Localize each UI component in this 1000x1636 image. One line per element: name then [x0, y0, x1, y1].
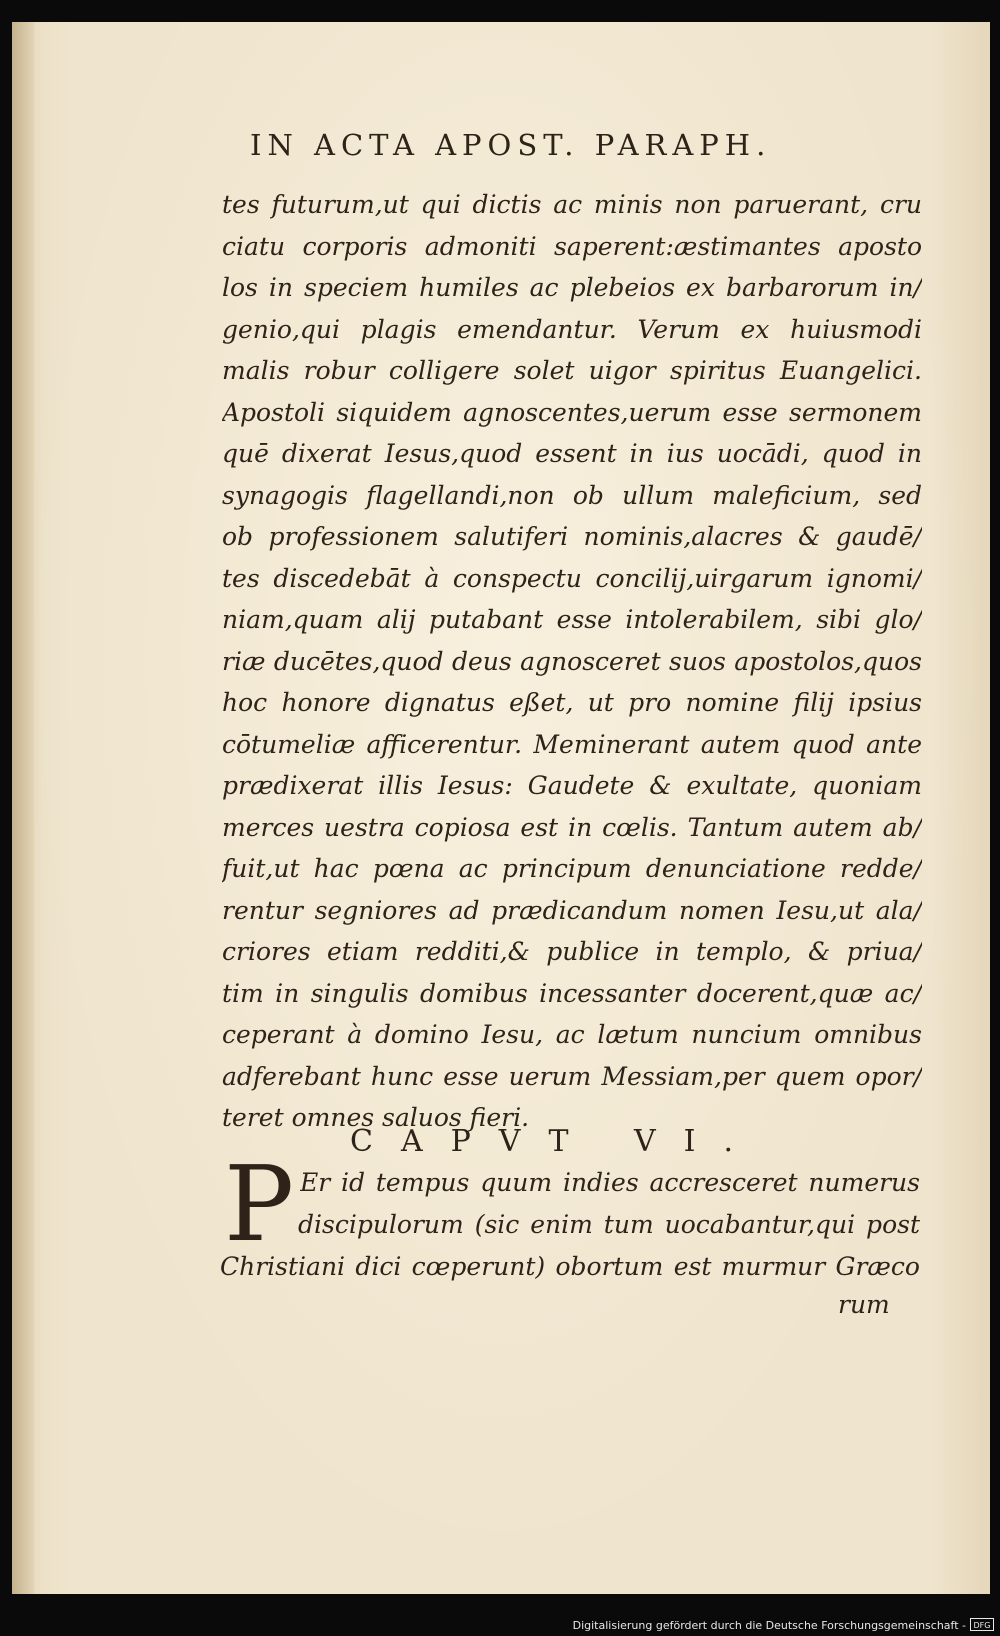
catchword: rum — [838, 1290, 890, 1319]
text-line: niam,quam alij putabant esse intolerabilem, sibi glo/ — [222, 605, 922, 634]
text-line: genio,qui plagis emendantur. Verum ex huiusmodi — [222, 314, 922, 344]
drop-cap-initial: P — [224, 1143, 294, 1265]
text-line: criores etiam redditi,& publice in templo, & priua/ — [222, 937, 922, 966]
chapter-text-line: Christiani dici cœperunt) obortum est murmur Græco — [220, 1252, 920, 1281]
footer-credit: Digitalisierung gefördert durch die Deutsche Forschungsgemeinschaft - — [572, 1619, 966, 1632]
page-gutter — [12, 22, 34, 1594]
dfg-logo: DFG — [970, 1618, 994, 1631]
text-line: ob professionem salutiferi nominis,alacres & gaudē/ — [222, 522, 922, 551]
text-line: tim in singulis domibus incessanter docerent,quæ ac/ — [222, 978, 922, 1008]
text-line: quē dixerat Iesus,quod essent in ius uocādi, quod in — [222, 439, 922, 468]
text-line: malis robur colligere solet uigor spiritus Euangelici. — [222, 356, 922, 385]
chapter-text — [0, 1162, 920, 1288]
chapter-heading: CAPVT VI. — [350, 1124, 762, 1159]
text-line: rentur segniores ad prædicandum nomen Iesu,ut ala/ — [222, 895, 922, 925]
running-head: IN ACTA APOST. PARAPH. — [250, 128, 772, 162]
text-line: los in speciem humiles ac plebeios ex barbarorum in/ — [222, 273, 922, 302]
text-line: teret omnes saluos fieri. — [222, 1103, 530, 1132]
text-line: adferebant hunc esse uerum Messiam,per quem opor/ — [222, 1061, 922, 1091]
body-text — [222, 184, 942, 1139]
text-line: tes futurum,ut qui dictis ac minis non paruerant, cru — [222, 190, 922, 219]
text-line: Apostoli siquidem agnoscentes,uerum esse sermonem — [222, 397, 922, 427]
text-line: ceperant à domino Iesu, ac lætum nuncium omnibus — [222, 1020, 922, 1049]
text-line: riæ ducētes,quod deus agnosceret suos apostolos,quos — [222, 646, 922, 676]
text-line: merces uestra copiosa est in cœlis. Tantum autem ab/ — [222, 812, 922, 842]
text-line: hoc honore dignatus eßet, ut pro nomine filij ipsius — [222, 688, 922, 717]
chapter-text-line: Er id tempus quum indies accresceret numerus — [300, 1168, 920, 1197]
text-line: prædixerat illis Iesus: Gaudete & exultate, quoniam — [222, 771, 922, 800]
text-line: cōtumeliæ afficerentur. Meminerant autem quod ante — [222, 729, 922, 759]
text-line: fuit,ut hac pœna ac principum denunciatione redde/ — [222, 854, 922, 883]
text-line: ciatu corporis admoniti saperent:æstimantes aposto — [222, 231, 922, 261]
chapter-text-line: discipulorum (sic enim tum uocabantur,qui post — [298, 1210, 920, 1239]
text-line: tes discedebāt à conspectu concilij,uirgarum ignomi/ — [222, 563, 922, 593]
text-line: synagogis flagellandi,non ob ullum maleficium, sed — [222, 480, 922, 510]
